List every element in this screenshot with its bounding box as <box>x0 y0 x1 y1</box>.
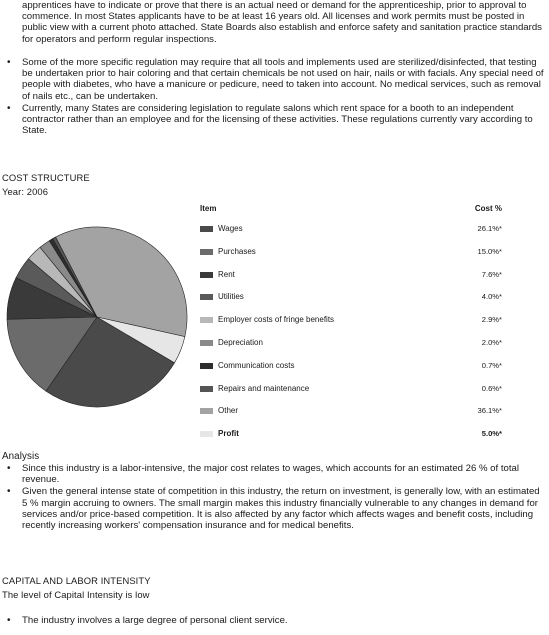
capital-subline: The level of Capital Intensity is low <box>2 589 150 600</box>
legend-label: Communication costs <box>218 360 295 370</box>
legend-label: Purchases <box>218 246 256 256</box>
legend-swatch <box>200 226 213 232</box>
list-item: • The industry involves a large degree of personal client service. <box>6 615 544 626</box>
legend-swatch <box>200 294 213 300</box>
legend-label: Repairs and maintenance <box>218 383 310 393</box>
pie-svg <box>4 224 190 410</box>
legend-swatch <box>200 408 213 414</box>
legend-value: 26.1%* <box>477 224 502 233</box>
legend-header-item: Item <box>200 204 217 213</box>
legend-row <box>200 406 520 418</box>
legend-row <box>200 429 520 441</box>
legend-row <box>200 384 520 396</box>
legend-label: Utilities <box>218 292 244 302</box>
legend-swatch <box>200 386 213 392</box>
list-item: • Some of the more specific regulation may require that all tools and implements used are sterilized/disinfected, that testing be undertaken prior to hair coloring and that certain chemicals be not used on hair, nails or with facials. Any special need of people with diabetes, who have a manicure or pedicure, need to taken into account. No medical services, such as removal of nails etc., can be undertaken. <box>6 57 544 102</box>
legend-swatch <box>200 317 213 323</box>
legend-row <box>200 315 520 327</box>
capital-heading: CAPITAL AND LABOR INTENSITY <box>2 575 151 586</box>
legend-swatch <box>200 363 213 369</box>
legend-label: Rent <box>218 269 235 279</box>
legend-value: 5.0%* <box>481 429 502 439</box>
legend-label: Profit <box>218 429 239 439</box>
legend-row <box>200 247 520 259</box>
legend-swatch <box>200 431 213 437</box>
list-item: • Currently, many States are considering legislation to regulate salons which rent space for a booth to an independent contractor rather than an employee and for the licensing of these activities. These regulations currently vary according to State. <box>6 103 544 137</box>
legend-value: 2.0%* <box>481 338 502 347</box>
legend-row <box>200 270 520 282</box>
legend-value: 7.6%* <box>481 269 502 279</box>
analysis-heading: Analysis <box>2 451 40 462</box>
analysis-bullet-list <box>6 463 544 532</box>
legend-value: 4.0%* <box>481 292 502 302</box>
legend-row <box>200 361 520 373</box>
legend-label: Employer costs of fringe benefits <box>218 315 335 325</box>
legend-value: 0.6%* <box>481 383 502 393</box>
legend-row <box>200 338 520 350</box>
cost-structure-heading: COST STRUCTURE <box>2 172 90 183</box>
legend-value: 15.0%* <box>477 246 502 256</box>
legend-label: Other <box>218 406 239 416</box>
legend-row <box>200 292 520 304</box>
legend-value: 2.9%* <box>481 315 502 325</box>
regulation-bullet-list <box>6 57 544 137</box>
legend-label: Depreciation <box>218 338 263 347</box>
legend-swatch <box>200 272 213 278</box>
list-item: • Given the general intense state of competition in this industry, the return on investment, is generally low, with an estimated 5 % margin accruing to owners. The small margin makes this industry financially vulnerable to any changes in demand for services and/or price-based competition. It is also affected by any factor which affects wages and benefit costs, including recently increasing workers' compensation insurance and for medical benefits. <box>6 486 544 531</box>
legend-row <box>200 224 520 236</box>
intro-paragraph: apprentices have to indicate or prove that there is an actual need or demand for the apprenticeship, prior to approval to commence. In most States applicants have to be at least 16 years old. All licenses and work permits must be posted in public view with a current photo attached. State Boards also establish and enforce safety and sanitation practice standards for operators and perform regular inspections. <box>22 0 542 45</box>
legend-label: Wages <box>218 224 243 233</box>
list-item: • Since this industry is a labor-intensive, the major cost relates to wages, which accounts for an estimated 26 % of total revenue. <box>6 463 544 485</box>
legend-header-cost: Cost % <box>474 204 502 213</box>
cost-structure-year: Year: 2006 <box>2 186 49 197</box>
capital-bullet-list <box>6 615 544 627</box>
legend-value: 36.1%* <box>477 406 502 416</box>
legend-value: 0.7%* <box>481 360 502 370</box>
legend-swatch <box>200 249 213 255</box>
legend-swatch <box>200 340 213 346</box>
cost-pie-chart <box>4 224 190 410</box>
